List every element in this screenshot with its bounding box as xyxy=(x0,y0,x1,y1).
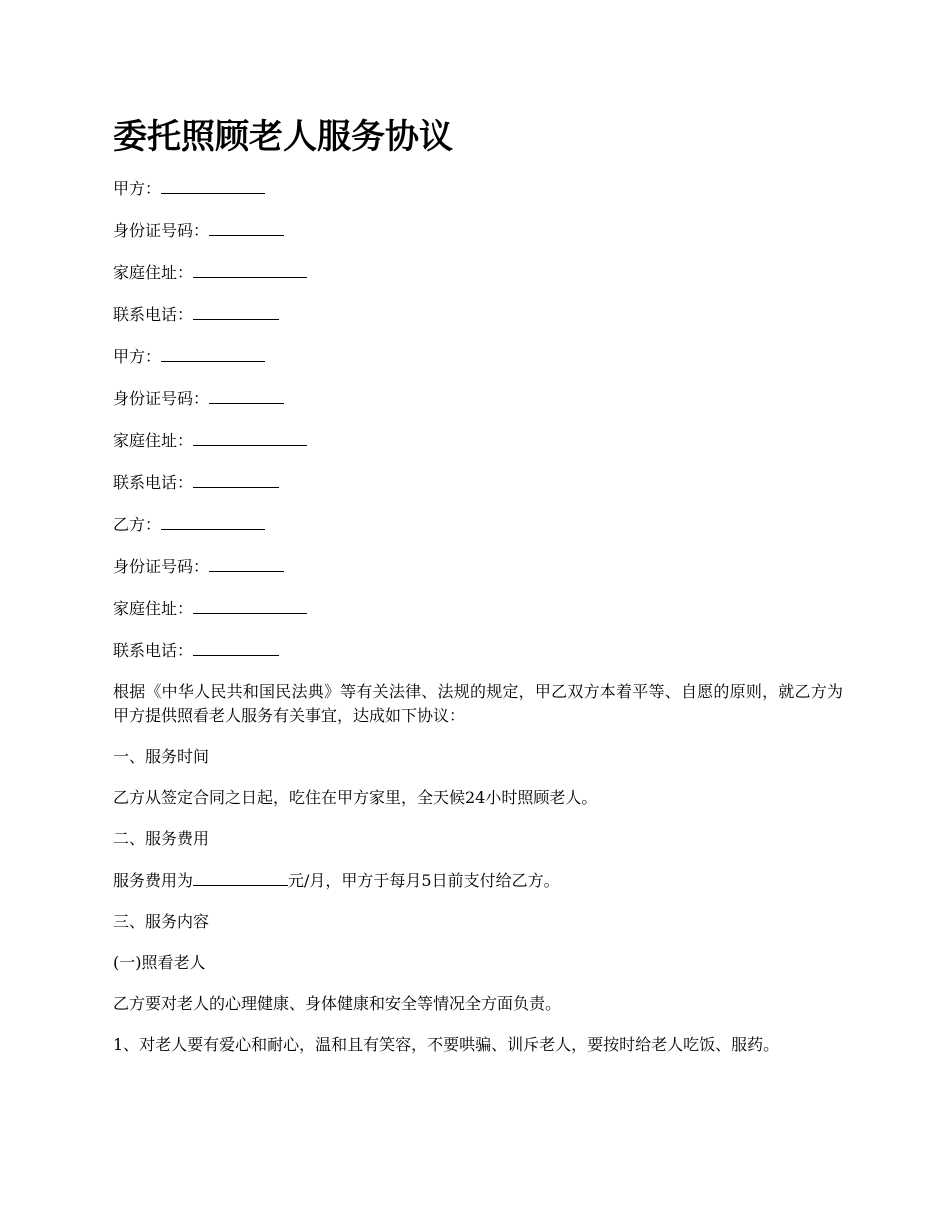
party-b-phone-blank xyxy=(193,638,279,656)
party-a1-id-blank xyxy=(209,218,284,236)
party-a2-phone-blank xyxy=(193,470,279,488)
party-b-id-label: 身份证号码： xyxy=(113,557,210,576)
party-a1-name-blank xyxy=(161,176,265,194)
party-a2-name-blank xyxy=(161,344,265,362)
section3-heading: 三、服务内容 xyxy=(113,912,210,931)
party-a2-address-label: 家庭住址： xyxy=(113,431,194,450)
party-a2-address-line xyxy=(113,428,843,453)
party-a1-name-label: 甲方： xyxy=(113,179,162,198)
party-b-name-blank xyxy=(161,512,265,530)
section3-subheading: (一)照看老人 xyxy=(113,953,206,972)
party-a1-address-line xyxy=(113,260,843,285)
party-a1-id-label: 身份证号码： xyxy=(113,221,210,240)
party-a1-name-line xyxy=(113,176,843,201)
fee-amount-blank xyxy=(193,868,288,886)
document-title: 委托照顾老人服务协议 xyxy=(113,117,453,157)
party-a2-id-line xyxy=(113,386,843,411)
party-a2-name-label: 甲方： xyxy=(113,347,162,366)
section3-item-1: 1、对老人要有爱心和耐心，温和且有笑容，不要哄骗、训斥老人，要按时给老人吃饭、服药。 xyxy=(113,1035,780,1054)
party-a1-address-label: 家庭住址： xyxy=(113,263,194,282)
party-a2-phone-line xyxy=(113,470,843,495)
party-b-address-line xyxy=(113,596,843,621)
document-page xyxy=(113,110,843,1074)
section1-heading: 一、服务时间 xyxy=(113,747,210,766)
party-a1-phone-label: 联系电话： xyxy=(113,305,194,324)
party-a2-name-line xyxy=(113,344,843,369)
party-b-name-line xyxy=(113,512,843,537)
party-a1-address-blank xyxy=(193,260,307,278)
party-a1-phone-blank xyxy=(193,302,279,320)
party-b-name-label: 乙方： xyxy=(113,515,162,534)
party-a1-id-line xyxy=(113,218,843,243)
section2-heading: 二、服务费用 xyxy=(113,829,210,848)
party-a2-address-blank xyxy=(193,428,307,446)
section1-text: 乙方从签定合同之日起，吃住在甲方家里，全天候24小时照顾老人。 xyxy=(113,788,598,807)
party-b-phone-label: 联系电话： xyxy=(113,641,194,660)
party-a2-id-label: 身份证号码： xyxy=(113,389,210,408)
intro-paragraph: 根据《中华人民共和国民法典》等有关法律、法规的规定，甲乙双方本着平等、自愿的原则，就乙方为甲方提供照看老人服务有关事宜，达成如下协议： xyxy=(113,682,843,725)
party-a2-phone-label: 联系电话： xyxy=(113,473,194,492)
party-a1-phone-line xyxy=(113,302,843,327)
party-b-phone-line xyxy=(113,638,843,663)
section2-text-before: 服务费用为 xyxy=(113,871,194,890)
party-b-address-label: 家庭住址： xyxy=(113,599,194,618)
party-a2-id-blank xyxy=(209,386,284,404)
section3-text: 乙方要对老人的心理健康、身体健康和安全等情况全方面负责。 xyxy=(113,994,562,1013)
section2-text-after: 元/月，甲方于每月5日前支付给乙方。 xyxy=(288,871,560,890)
party-b-id-blank xyxy=(209,554,284,572)
section2-text-line xyxy=(113,868,843,893)
party-b-id-line xyxy=(113,554,843,579)
party-b-address-blank xyxy=(193,596,307,614)
